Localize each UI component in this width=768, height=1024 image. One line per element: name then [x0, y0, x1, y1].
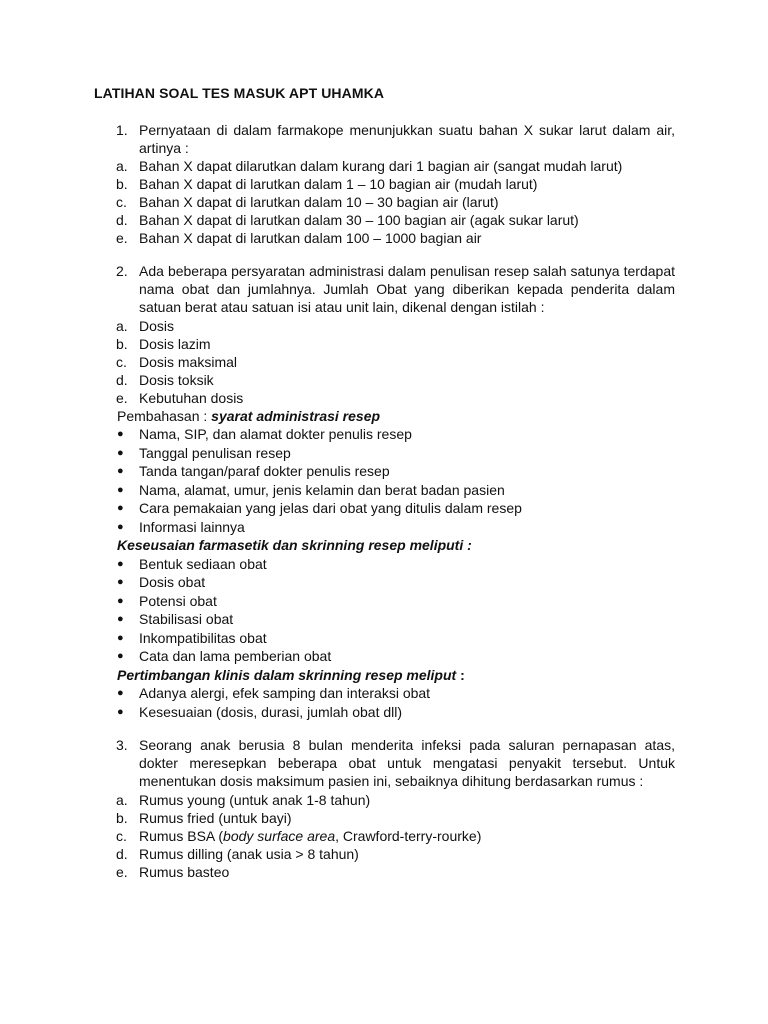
option-text-pre: Rumus BSA (	[139, 827, 224, 844]
option-b	[117, 335, 675, 353]
question-text: Pernyataan di dalam farmakope menunjukkan suatu bahan X sukar larut dalam air, artinya :	[139, 122, 675, 157]
bullet-text: Tanggal penulisan resep	[139, 444, 291, 461]
option-text: Rumus young (untuk anak 1-8 tahun)	[139, 791, 371, 808]
option-letter: c.	[116, 827, 127, 844]
option-letter: a.	[116, 317, 128, 334]
option-letter: c.	[116, 194, 127, 211]
bullet-icon: ●	[117, 650, 124, 663]
option-text-italic: body surface area	[223, 827, 336, 844]
option-text-post: , Crawford-terry-rourke)	[335, 827, 482, 844]
option-letter: d.	[116, 212, 128, 229]
option-letter: a.	[116, 158, 128, 175]
option-letter: b.	[116, 809, 128, 826]
question-2-stem	[117, 262, 675, 317]
farmasetik-list-item	[117, 573, 675, 592]
question-text: Seorang anak berusia 8 bulan menderita infeksi pada saluran pernapasan atas, dokter meresepkan beberapa obat untuk mengatasi penyakit tersebut. Untuk menentukan dosis maksimum pasien ini, sebaiknya dihitung berdasarkan rumus :	[139, 737, 675, 790]
bullet-text: Informasi lainnya	[139, 518, 245, 535]
farmasetik-list-item	[117, 592, 675, 611]
bullet-icon: ●	[117, 613, 124, 626]
admin-list-item	[117, 444, 675, 463]
option-a	[117, 791, 675, 809]
option-text: Kebutuhan dosis	[139, 389, 244, 406]
option-text: Rumus basteo	[139, 863, 230, 880]
bullet-text: Nama, SIP, dan alamat dokter penulis resep	[139, 426, 412, 443]
klinis-list-item	[117, 703, 675, 722]
option-c	[117, 193, 675, 211]
option-text: Dosis toksik	[139, 371, 214, 388]
option-a	[117, 157, 675, 175]
pembahasan-label: Pembahasan :	[117, 407, 212, 424]
bullet-icon: ●	[117, 428, 124, 441]
bullet-text: Potensi obat	[139, 592, 217, 609]
question-number: 2.	[116, 263, 128, 279]
question-1-stem	[117, 121, 675, 157]
option-text: Bahan X dapat di larutkan dalam 100 – 1000 bagian air	[139, 230, 482, 247]
bullet-icon: ●	[117, 687, 124, 700]
option-letter: e.	[116, 863, 128, 880]
pembahasan-topic: syarat administrasi resep	[211, 407, 381, 424]
option-letter: a.	[116, 791, 128, 808]
bullet-icon: ●	[117, 557, 124, 570]
admin-list-item	[117, 499, 675, 518]
farmasetik-list-item	[117, 647, 675, 666]
option-text: Dosis	[139, 317, 175, 334]
bullet-icon: ●	[117, 576, 124, 589]
option-e	[117, 389, 675, 407]
bullet-icon: ●	[117, 502, 124, 515]
option-e	[117, 863, 675, 881]
bullet-text: Stabilisasi obat	[139, 611, 234, 628]
option-b	[117, 809, 675, 827]
bullet-text: Cara pemakaian yang jelas dari obat yang ditulis dalam resep	[139, 500, 522, 517]
bullet-text: Kesesuaian (dosis, durasi, jumlah obat dll)	[139, 703, 403, 720]
bullet-text: Dosis obat	[139, 574, 206, 591]
option-d	[117, 211, 675, 229]
bullet-icon: ●	[117, 483, 124, 496]
question-2	[117, 262, 675, 721]
option-b	[117, 175, 675, 193]
option-letter: d.	[116, 371, 128, 388]
option-text: Bahan X dapat di larutkan dalam 1 – 10 bagian air (mudah larut)	[139, 176, 538, 193]
farmasetik-list-item	[117, 610, 675, 629]
bullet-text: Tanda tangan/paraf dokter penulis resep	[139, 463, 390, 480]
bullet-text: Inkompatibilitas obat	[139, 629, 267, 646]
question-number: 3.	[116, 737, 128, 753]
farmasetik-list-item	[117, 629, 675, 648]
bullet-icon: ●	[117, 594, 124, 607]
option-letter: b.	[116, 335, 128, 352]
option-c	[117, 827, 675, 845]
admin-list-item	[117, 481, 675, 500]
option-text: Bahan X dapat di larutkan dalam 10 – 30 bagian air (larut)	[139, 194, 499, 211]
bullet-text: Adanya alergi, efek samping dan interaksi obat	[139, 685, 431, 702]
question-text: Ada beberapa persyaratan administrasi dalam penulisan resep salah satunya terdapat nama obat dan jumlahnya. Jumlah Obat yang diberikan kepada penderita dalam satuan berat atau satuan isi atau unit lain, dikenal dengan istilah :	[139, 263, 675, 316]
question-3	[117, 736, 675, 881]
bullet-text: Nama, alamat, umur, jenis kelamin dan berat badan pasien	[139, 481, 505, 498]
klinis-heading-text: Pertimbangan klinis dalam skrinning resep meliput	[117, 666, 457, 683]
option-letter: e.	[116, 389, 128, 406]
option-text: Rumus dilling (anak usia > 8 tahun)	[139, 845, 359, 862]
option-letter: b.	[116, 176, 128, 193]
option-d	[117, 845, 675, 863]
option-text: Rumus fried (untuk bayi)	[139, 809, 292, 826]
admin-list-item	[117, 425, 675, 444]
bullet-text: Cata dan lama pemberian obat	[139, 648, 332, 665]
klinis-heading-colon: :	[456, 666, 465, 683]
klinis-heading	[117, 666, 675, 685]
option-d	[117, 371, 675, 389]
option-letter: d.	[116, 845, 128, 862]
admin-list-item	[117, 462, 675, 481]
option-letter: e.	[116, 230, 128, 247]
question-1	[117, 121, 675, 247]
option-c	[117, 353, 675, 371]
option-text	[139, 828, 481, 844]
document-title: LATIHAN SOAL TES MASUK APT UHAMKA	[94, 85, 385, 101]
option-text: Dosis maksimal	[139, 353, 238, 370]
option-text: Dosis lazim	[139, 335, 211, 352]
bullet-icon: ●	[117, 465, 124, 478]
option-e	[117, 229, 675, 247]
bullet-icon: ●	[117, 705, 124, 718]
farmasetik-list-item	[117, 555, 675, 574]
option-text: Bahan X dapat dilarutkan dalam kurang dari 1 bagian air (sangat mudah larut)	[139, 158, 623, 175]
admin-list-item	[117, 518, 675, 537]
pembahasan-heading	[117, 407, 675, 426]
question-number: 1.	[116, 122, 128, 138]
bullet-text: Bentuk sediaan obat	[139, 555, 267, 572]
bullet-icon: ●	[117, 446, 124, 459]
bullet-icon: ●	[117, 520, 124, 533]
option-letter: c.	[116, 353, 127, 370]
klinis-list-item	[117, 684, 675, 703]
farmasetik-heading: Keseusaian farmasetik dan skrinning resep meliputi :	[117, 537, 472, 554]
question-3-stem	[117, 736, 675, 791]
option-a	[117, 317, 675, 335]
option-text: Bahan X dapat di larutkan dalam 30 – 100 bagian air (agak sukar larut)	[139, 212, 579, 229]
bullet-icon: ●	[117, 631, 124, 644]
